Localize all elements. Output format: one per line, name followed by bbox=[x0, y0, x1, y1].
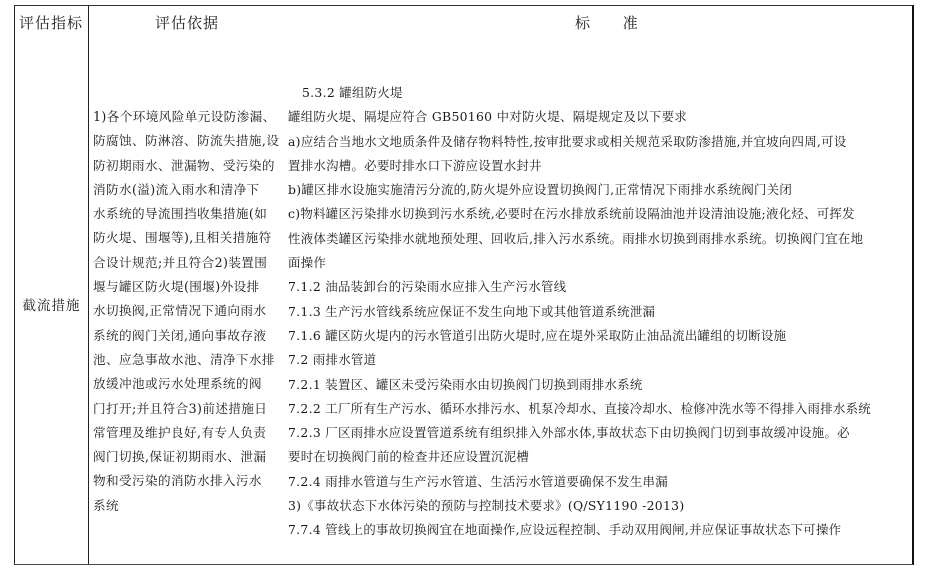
basis-line: 消防水(溢)流入雨水和清净下 bbox=[93, 181, 260, 197]
standard-line: 7.1.6 罐区防火堤内的污水管道引出防火堤时,应在堤外采取防止油品流出罐组的切断设施 bbox=[288, 327, 787, 343]
column-divider bbox=[88, 6, 89, 564]
basis-line: 物和受污染的消防水排入污水 bbox=[93, 473, 262, 489]
standard-line: b)罐区排水设施实施清污分流的,防火堤外应设置切换阀门,正常情况下雨排水系统阀门关闭 bbox=[288, 182, 793, 198]
header-indicator: 评估指标 bbox=[19, 14, 84, 32]
standard-line: 7.7.4 管线上的事故切换阀宜在地面操作,应设远程控制、手动双用阀闸,并应保证事故状态下可操作 bbox=[288, 522, 842, 538]
standards-table bbox=[14, 5, 914, 565]
header-basis: 评估依据 bbox=[155, 14, 220, 32]
standard-cell bbox=[288, 81, 916, 543]
basis-line: 系统的阀门关闭,通向事故存液 bbox=[93, 327, 267, 343]
standard-line: 性液体类罐区污染排水就地预处理、回收后,排入污水系统。雨排水切换到雨排水系统。切换阀门宜在地 bbox=[288, 230, 864, 246]
basis-line: 堰与罐区防火堤(围堰)外设排 bbox=[93, 279, 260, 295]
basis-line: 防初期雨水、泄漏物、受污染的 bbox=[93, 157, 275, 173]
basis-line: 常管理及维护良好,有专人负责 bbox=[93, 424, 267, 440]
standard-line: 3)《事故状态下水体污染的预防与控制技术要求》(Q/SY1190 -2013) bbox=[288, 498, 685, 514]
standard-line: 7.1.3 生产污水管线系统应保证不发生向地下或其他管道系统泄漏 bbox=[288, 303, 656, 319]
basis-line: 池、应急事故水池、清净下水排 bbox=[93, 351, 275, 367]
basis-line: 1)各个环境风险单元设防渗漏、 bbox=[93, 109, 276, 124]
basis-line: 阀门切换,保证初期雨水、泄漏 bbox=[93, 449, 267, 465]
basis-cell bbox=[93, 105, 289, 518]
basis-line: 门打开;并且符合3)前述措施日 bbox=[93, 400, 268, 416]
basis-line: 放缓冲池或污水处理系统的阀 bbox=[93, 376, 262, 392]
standard-line: a)应结合当地水文地质条件及储存物料特性,按审批要求或相关规范采取防渗措施,并宜坡向四周,可设 bbox=[288, 133, 847, 149]
standard-line: 要时在切换阀门前的检查井还应设置沉泥槽 bbox=[288, 449, 530, 465]
standard-line: 7.1.2 油品装卸台的污染雨水应排入生产污水管线 bbox=[288, 279, 567, 295]
basis-line: 水切换阀,正常情况下通向雨水 bbox=[93, 303, 267, 319]
header-standard: 标 准 bbox=[575, 14, 652, 32]
basis-line: 系统 bbox=[93, 497, 119, 513]
standard-line: 7.2 雨排水管道 bbox=[288, 352, 377, 368]
indicator-cell: 截流措施 bbox=[22, 298, 81, 314]
basis-line: 合设计规范;并且符合2)装置围 bbox=[93, 254, 268, 270]
standard-line: 7.2.3 厂区雨排水应设置管道系统有组织排入外部水体,事故状态下由切换阀门切到事故缓冲设施。必 bbox=[288, 425, 850, 441]
basis-line: 水系统的导流围挡收集措施(如 bbox=[93, 206, 268, 222]
standard-line: 罐组防火堤、隔堤应符合 GB50160 中对防火堤、隔堤规定及以下要求 bbox=[288, 109, 687, 125]
basis-line: 防火堤、围堰等),且相关措施符 bbox=[93, 230, 272, 246]
standard-line: 置排水沟槽。必要时排水口下游应设置水封井 bbox=[288, 157, 542, 173]
standard-line: 面操作 bbox=[288, 255, 327, 271]
standard-line: c)物料罐区污染排水切换到污水系统,必要时在污水排放系统前设隔油池并设清油设施;液化烃、可挥发 bbox=[288, 206, 855, 222]
standard-line: 5.3.2 罐组防火堤 bbox=[302, 85, 403, 100]
standard-line: 7.2.4 雨排水管道与生产污水管道、生活污水管道要确保不发生串漏 bbox=[288, 473, 668, 489]
standard-line: 7.2.1 装置区、罐区未受污染雨水由切换阀门切换到雨排水系统 bbox=[288, 376, 643, 392]
basis-line: 防腐蚀、防淋溶、防流失措施,设 bbox=[93, 133, 280, 149]
standard-line: 7.2.2 工厂所有生产污水、循环水排污水、机泵冷却水、直接冷却水、检修冲洗水等不得排入雨排水系统 bbox=[288, 400, 871, 416]
